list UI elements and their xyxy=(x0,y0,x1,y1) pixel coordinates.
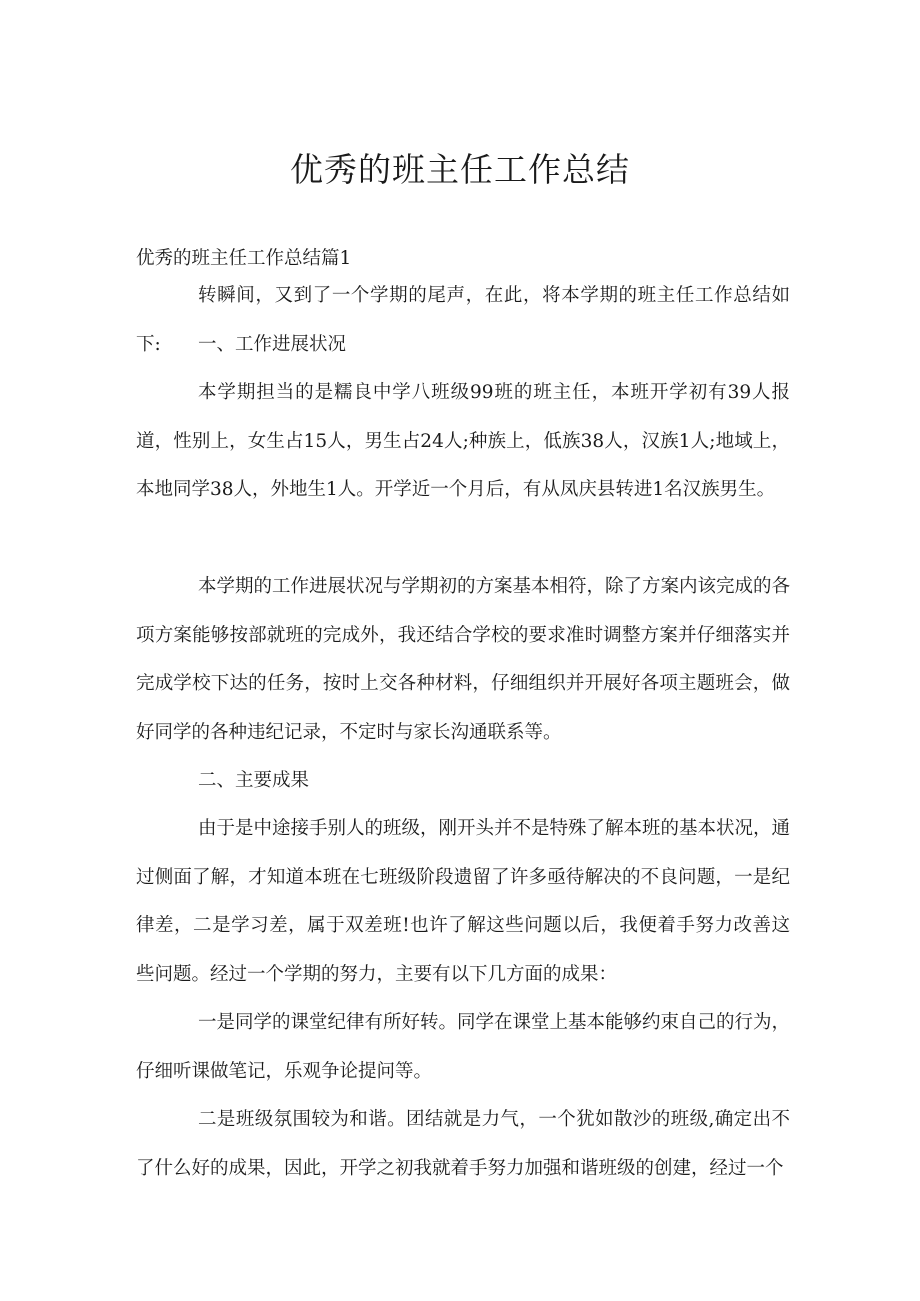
document-title: 优秀的班主任工作总结 xyxy=(290,150,630,189)
section-heading-results: 二、主要成果 xyxy=(198,770,310,791)
paragraph-result-harmony: 二是班级氛围较为和谐。团结就是力气，一个犹如散沙的班级,确定出不了什么好的成果，因此，开学之初我就着手努力加强和谐班级的创建，经过一个 xyxy=(136,1109,790,1179)
intro-paragraph: 转瞬间，又到了一个学期的尾声，在此，将本学期的班主任工作总结如下: xyxy=(136,285,790,355)
document-subtitle: 优秀的班主任工作总结篇1 xyxy=(136,248,352,269)
paragraph-result-discipline: 一是同学的课堂纪律有所好转。同学在课堂上基本能够约束自己的行为，仔细听课做笔记，乐观争论提问等。 xyxy=(136,1012,791,1082)
paragraph-work-progress: 本学期的工作进展状况与学期初的方案基本相符，除了方案内该完成的各项方案能够按部就班的完成外，我还结合学校的要求准时调整方案并仔细落实并完成学校下达的任务，按时上交各种材料，仔细组织并开展好各项主题班会，做好同学的各种违纪记录，不定时与家长沟通联系等。 xyxy=(136,576,791,743)
paragraph-background: 由于是中途接手别人的班级，刚开头并不是特殊了解本班的基本状况，通过侧面了解，才知道本班在七班级阶段遗留了许多亟待解决的不良问题，一是纪律差，二是学习差，属于双差班!也许了解这些问题以后，我便着手努力改善这些问题。经过一个学期的努力，主要有以下几方面的成果： xyxy=(136,818,791,985)
paragraph-class-info: 本学期担当的是糯良中学八班级99班的班主任，本班开学初有39人报道，性别上，女生占15人，男生占24人;种族上，低族38人，汉族1人;地域上，本地同学38人，外地生1人。开学近一个月后，有从凤庆县转进1名汉族男生。 xyxy=(136,382,790,500)
section-heading-progress: 一、工作进展状况 xyxy=(198,334,347,355)
